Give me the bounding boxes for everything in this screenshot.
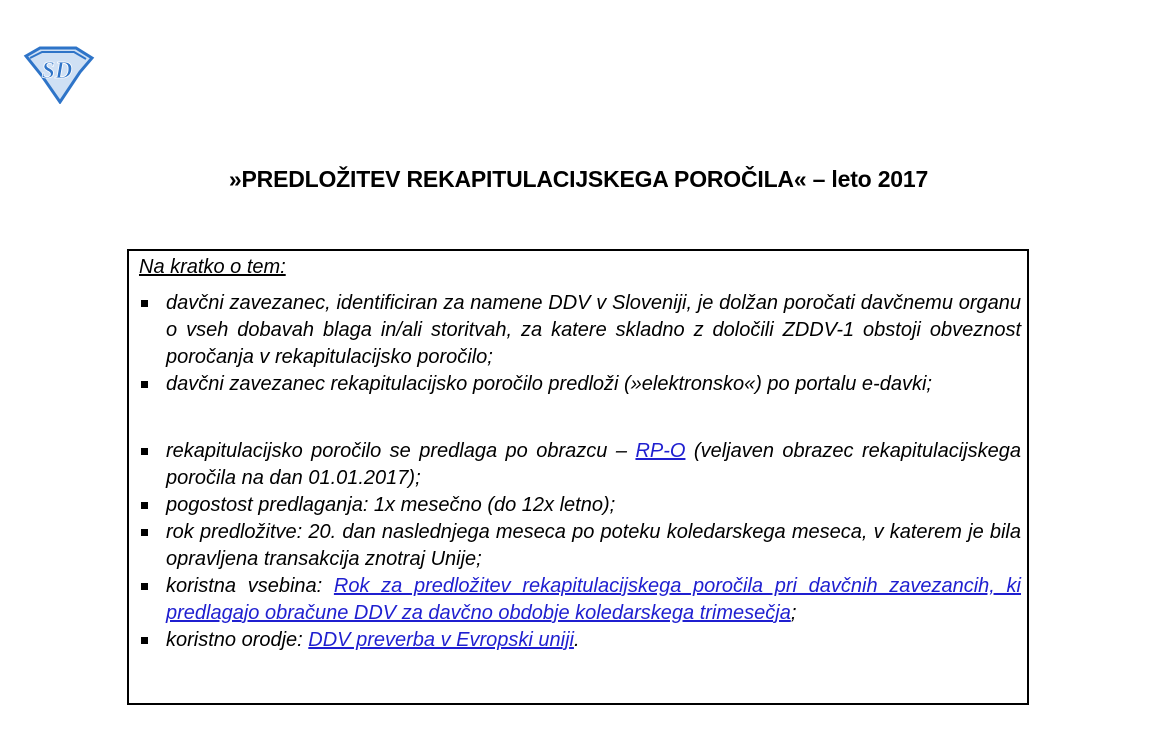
list-item	[139, 290, 1021, 371]
bullet-icon	[141, 448, 148, 455]
bullet-icon	[141, 502, 148, 509]
rp-o-link[interactable]: RP-O	[635, 440, 686, 462]
list-item-text: .	[573, 629, 580, 651]
vat-check-link[interactable]: DDV preverba v Evropski uniji	[308, 629, 574, 651]
list-item-text: koristno orodje:	[166, 629, 309, 651]
list-item	[139, 573, 1021, 627]
logo	[20, 46, 96, 104]
logo-icon	[20, 46, 96, 104]
deadline-article-link[interactable]: Rok za predložitev rekapitulacijskega poročila pri davčnih zavezancih, ki predlagajo obračune DDV za davčno obdobje koledarskega trimesečja	[166, 575, 1021, 624]
page-title: »PREDLOŽITEV REKAPITULACIJSKEGA POROČILA« – leto 2017	[228, 166, 929, 192]
summary-box	[127, 249, 1029, 705]
list-item-text: ;	[790, 602, 797, 624]
bullet-icon	[141, 583, 148, 590]
list-item-text: davčni zavezanec, identificiran za namene DDV v Sloveniji, je dolžan poročati davčnemu organu o vseh dobavah blaga in/ali storitvah, za katere skladno z določili ZDDV-1 obstoji obveznost poročanja v rekapitulacijsko poročilo;	[166, 292, 1021, 368]
bullet-icon	[141, 381, 148, 388]
list-item-text: (veljaven obrazec rekapitulacijskega poročila na dan 01.01.2017);	[166, 440, 1021, 489]
logo-text: SD	[41, 58, 73, 84]
list-item-text: rok predložitve: 20. dan naslednjega meseca po poteku koledarskega meseca, v katerem je bila opravljena transakcija znotraj Unije;	[166, 521, 1021, 570]
list-item-text: rekapitulacijsko poročilo se predlaga po obrazcu –	[166, 440, 636, 462]
list-item	[139, 519, 1021, 573]
bullet-icon	[141, 300, 148, 307]
list-item-text: koristna vsebina:	[166, 575, 334, 597]
list-item	[139, 627, 1021, 654]
list-item-text: pogostost predlaganja: 1x mesečno (do 12x letno);	[166, 494, 616, 516]
summary-heading: Na kratko o tem:	[139, 256, 286, 278]
list-item	[139, 438, 1021, 492]
list-item	[139, 492, 1021, 519]
summary-list	[139, 290, 1021, 654]
list-item	[139, 371, 1021, 398]
list-item-text: davčni zavezanec rekapitulacijsko poročilo predloži (»elektronsko«) po portalu e-davki;	[166, 373, 932, 395]
bullet-icon	[141, 529, 148, 536]
bullet-icon	[141, 637, 148, 644]
